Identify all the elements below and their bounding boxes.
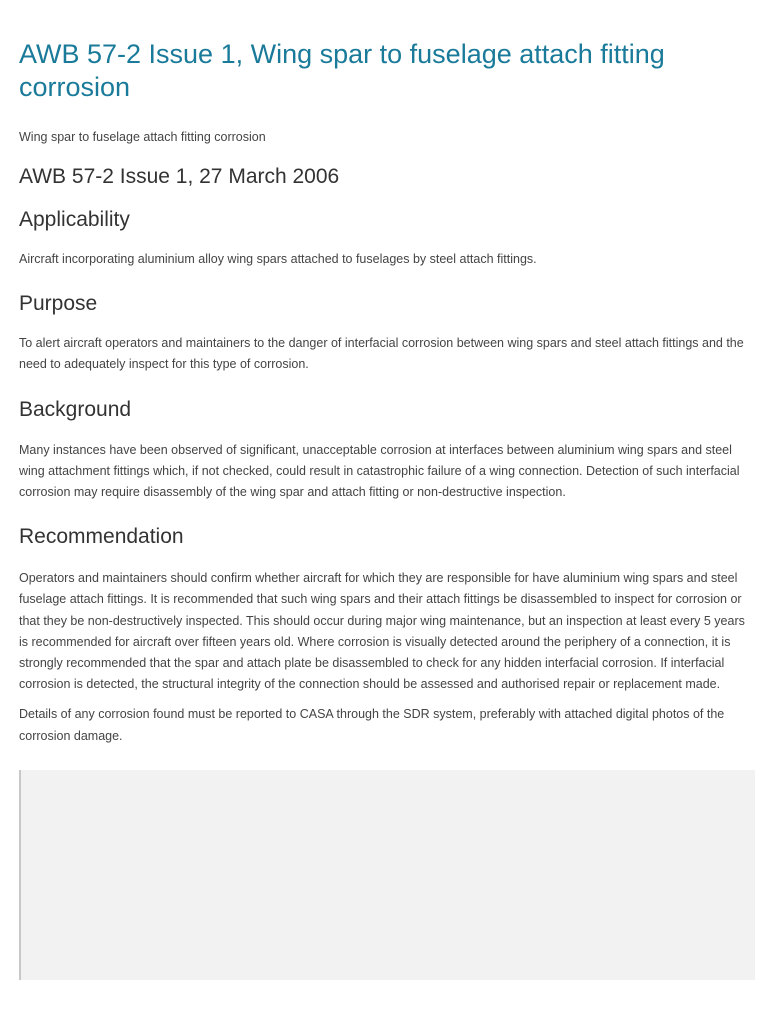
- issue-heading: AWB 57-2 Issue 1, 27 March 2006: [19, 165, 340, 188]
- recommendation-paragraph-2: Details of any corrosion found must be reported to CASA through the SDR system, preferably with attached digital photos of the corrosion damage.: [19, 707, 725, 743]
- recommendation-paragraph-1: Operators and maintainers should confirm whether aircraft for which they are responsible for have aluminium wing spars and steel fuselage attach fittings. It is recommended that such wing spars and their attach fittings be disassembled to inspect for corrosion or that they be non-destructively inspected. This should occur during major wing maintenance, but an inspection at least every 5 years is recommended for aircraft over fifteen years old. Where corrosion is visually detected around the periphery of a connection, it is strongly recommended that the spar and attach plate be disassembled to check for any hidden interfacial corrosion. If interfacial corrosion is detected, the structural integrity of the connection should be assessed and authorised repair or replacement made.: [19, 571, 745, 692]
- embedded-content-placeholder: [19, 770, 755, 980]
- section-applicability: [19, 206, 749, 270]
- section-recommendation: [19, 523, 749, 747]
- background-heading: Background: [19, 397, 132, 421]
- purpose-heading: Purpose: [19, 292, 98, 316]
- page-subtitle: Wing spar to fuselage attach fitting corrosion: [19, 130, 266, 144]
- page-title: AWB 57-2 Issue 1, Wing spar to fuselage attach fitting corrosion: [19, 39, 665, 102]
- applicability-text: Aircraft incorporating aluminium alloy wing spars attached to fuselages by steel attach fittings.: [19, 252, 537, 266]
- purpose-text: To alert aircraft operators and maintainers to the danger of interfacial corrosion between wing spars and steel attach fittings and the need to adequately inspect for this type of corrosion.: [19, 336, 744, 372]
- background-text: Many instances have been observed of significant, unacceptable corrosion at interfaces between aluminium wing spars and steel wing attachment fittings which, if not checked, could result in catastrophic failure of a wing connection. Detection of such interfacial corrosion may require disassembly of the wing spar and attach fitting or non-destructive inspection.: [19, 442, 740, 500]
- applicability-heading: Applicability: [19, 208, 130, 231]
- section-purpose: [19, 290, 749, 375]
- recommendation-heading: Recommendation: [19, 525, 184, 549]
- section-background: [19, 396, 749, 504]
